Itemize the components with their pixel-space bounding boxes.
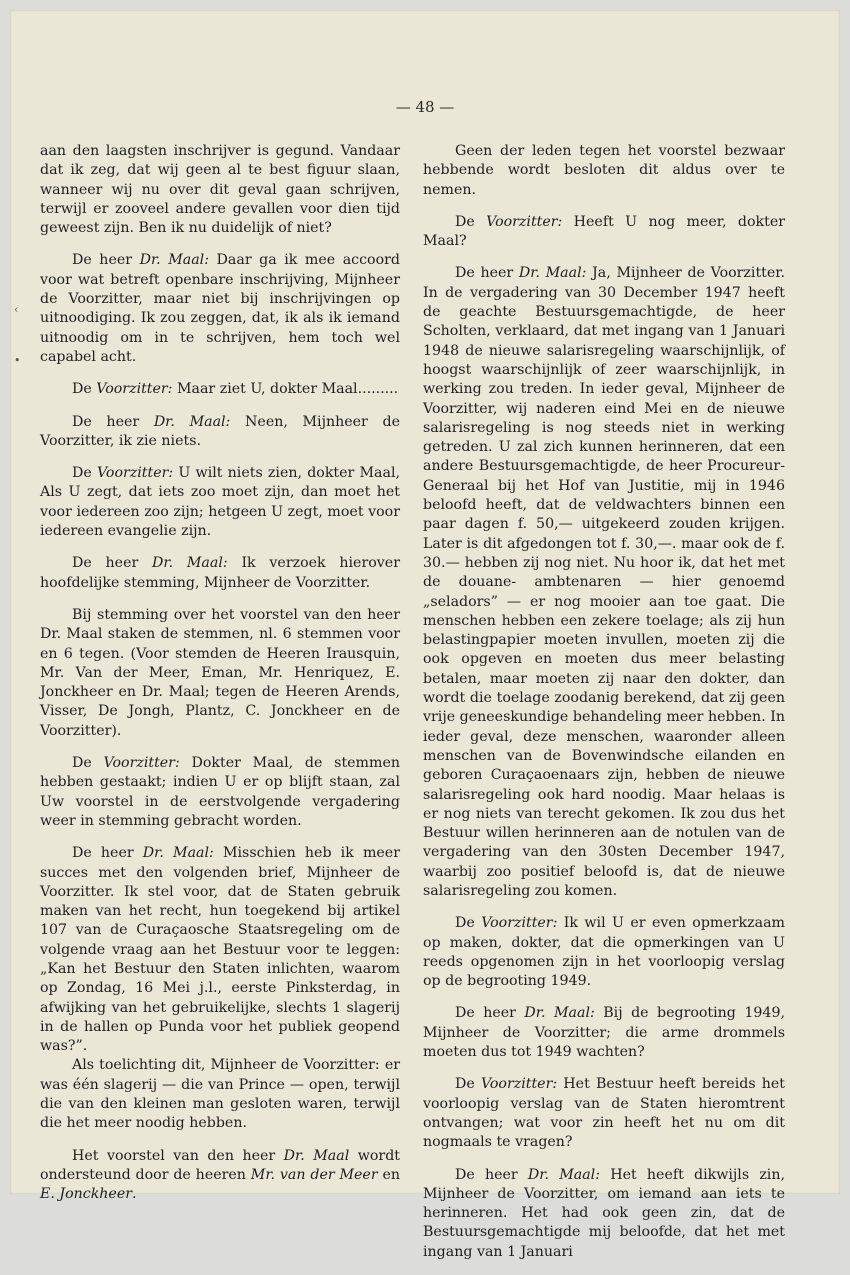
speaker-name: Voorzitter: bbox=[96, 465, 174, 482]
paragraph: De Voorzitter: Dokter Maal, de stemmen hebben gestaakt; indien U er op blijft staan, zal Uw voorstel in de eerstvolgende vergadering weer in stemming gebracht worden. bbox=[40, 755, 400, 829]
paragraph: Als toelichting dit, Mijnheer de Voorzitter: er was één slagerij — die van Prince — open, terwijl die van den kleinen man gesloten waren, terwijl die het meer noodig hebben. bbox=[40, 1057, 400, 1132]
paragraph: De Voorzitter: Ik wil U er even opmerkzaam op maken, dokter, dat die opmerkingen van U reeds opgenomen zijn in het voorloopig verslag op de begrooting 1949. bbox=[423, 915, 786, 990]
speaker-name: Dr. Maal: bbox=[142, 845, 214, 862]
paragraph: De heer Dr. Maal: Neen, Mijnheer de Voorzitter, ik zie niets. bbox=[40, 413, 400, 449]
speaker-name: Voorzitter: bbox=[486, 213, 563, 230]
paragraph: De Voorzitter: Maar ziet U, dokter Maal......... bbox=[72, 381, 399, 398]
speaker-name: Voorzitter: bbox=[103, 755, 180, 772]
margin-mark: ‹ bbox=[14, 303, 19, 316]
speaker-name: Dr. Maal: bbox=[139, 252, 209, 269]
paragraph: aan den laagsten inschrijver is gegund. Vandaar dat ik zeg, dat wij geen al te best figuur slaan, wanneer wij nu over dit geval gaan schrijven, terwijl er zooveel andere gevallen voor dien tijd geweest zijn. Ben ik nu duidelijk of niet? bbox=[40, 143, 400, 237]
member-name: Mr. van der Meer bbox=[250, 1166, 378, 1183]
left-column bbox=[40, 142, 400, 1218]
speaker-name: Dr. Maal: bbox=[527, 1166, 601, 1183]
paragraph: De heer Dr. Maal: Daar ga ik mee accoord voor wat betreft openbare inschrijving, Mijnheer de Voorzitter, maar niet bij inschrijvingen op uitnoodiging. Ik zou zeggen, dat, ik als ik iemand uitnoodig om in te schrijven, hem toch wel capabel acht. bbox=[40, 252, 400, 365]
paragraph: De heer Dr. Maal: Het heeft dikwijls zin, Mijnheer de Voorzitter, om iemand aan iets te herinneren. Het had ook geen zin, dat de Bestuursgemachtigde mij beloofde, dat het met ingang van 1 Januari bbox=[423, 1166, 785, 1260]
speaker-name: Dr. Maal: bbox=[153, 413, 231, 430]
paragraph: De heer Dr. Maal: Bij de begrooting 1949, Mijnheer de Voorzitter; die arme drommels moeten dus tot 1949 wachten? bbox=[423, 1005, 785, 1061]
margin-mark: • bbox=[14, 354, 21, 367]
speaker-name: Dr. Maal: bbox=[152, 555, 228, 572]
paragraph: De heer Dr. Maal: Ja, Mijnheer de Voorzitter. In de vergadering van 30 December 1947 heeft de geachte Bestuursgemachtigde, de heer Scholten, verklaard, dat met ingang van 1 Januari 1948 de nieuwe salarisregeling waarschijnlijk, of hoogst waarschijnlijk of zeer waarschijnlijk, in werking zou treden. In ieder geval, Mijnheer de Voorzitter, wij naderen eind Mei en de nieuwe salarisregeling is nog steeds niet in werking getreden. U zal zich kunnen herinneren, dat een andere Bestuursgemachtigde, de heer Procureur-Generaal bij het Hof van Justitie, mij in 1946 beloofd heeft, dat de veldwachters binnen een paar dagen f. 50,— uitgekeerd zouden krijgen. Later is dit afgedongen tot f. 30,—. maar ook de f. 30.— hebben zij nog niet. Nu hoor ik, dat het met de douane- ambtenaren — hier genoemd „seladors” — er nog mooier aan toe gaat. Die menschen hebben een zekere toelage; als zij hun belastingpapier moeten invullen, moeten zij die ook opgeven en moeten dus meer belasting betalen, maar moeten zij naar den dokter, dan wordt die toelage zoodanig berekend, dat zij geen vrije geneeskundige behandeling meer hebben. In ieder geval, deze menschen, waaronder alleen menschen van de Bovenwindsche eilanden en geboren Curaçaoenaars zijn, hebben de nieuwe salarisregeling ook hard noodig. Maar helaas is er nog niets van terecht gekomen. Ik zou dus het Bestuur willen herinneren aan de notulen van de vergadering van den 30sten December 1947, waarbij zoo positief beloofd is, dat de nieuwe salarisregeling zou komen. bbox=[423, 265, 785, 899]
document-page bbox=[10, 10, 840, 1260]
paragraph: De Voorzitter: U wilt niets zien, dokter Maal, Als U zegt, dat iets zoo moet zijn, dan moet het voor iedereen zoo zijn; hetgeen U zegt, moet voor iedereen evangelie zijn. bbox=[40, 465, 400, 540]
page-number: — 48 — bbox=[395, 98, 455, 116]
paragraph: Het voorstel van den heer Dr. Maal wordt ondersteund door de heeren Mr. van der Meer en E. Jonckheer. bbox=[40, 1147, 401, 1203]
paragraph: De Voorzitter: Heeft U nog meer, dokter Maal? bbox=[423, 213, 785, 250]
speaker-name: Voorzitter: bbox=[480, 1076, 558, 1093]
paragraph: De heer Dr. Maal: Misschien heb ik meer succes met den volgenden brief, Mijnheer de Voorzitter. Ik stel voor, dat de Staten gebruik maken van het recht, hun toegekend bij artikel 107 van de Curaçaosche Staatsregeling om de volgende vraag aan het Bestuur voor te leggen: „Kan het Bestuur den Staten inlichten, waarom op Zondag, 16 Mei j.l., eerste Pinksterdag, in afwijking van het gebruikelijke, slechts 1 slagerij in de hallen op Punda voor het publiek geopend was?”. bbox=[40, 845, 400, 1055]
speaker-name: Dr. Maal: bbox=[524, 1005, 595, 1022]
speaker-name: Dr. Maal: bbox=[518, 265, 587, 282]
right-column bbox=[423, 142, 785, 1275]
paragraph: Geen der leden tegen het voorstel bezwaar hebbende wordt besloten dit aldus over te nemen. bbox=[423, 143, 785, 198]
member-name: E. Jonckheer bbox=[40, 1186, 132, 1203]
paragraph: De Voorzitter: Het Bestuur heeft bereids het voorloopig verslag van de Staten hieromtrent ontvangen; wat voor zin heeft het nu om dit nogmaals te vragen? bbox=[423, 1076, 786, 1151]
speaker-name: Voorzitter: bbox=[96, 381, 173, 398]
paragraph: Bij stemming over het voorstel van den heer Dr. Maal staken de stemmen, nl. 6 stemmen voor en 6 tegen. (Voor stemden de Heeren Irausquin, Mr. Van der Meer, Eman, Mr. Henriquez, E. Jonckheer en Dr. Maal; tegen de Heeren Arends, Visser, De Jongh, Plantz, C. Jonckheer en de Voorzitter). bbox=[40, 606, 400, 739]
speaker-name: Voorzitter: bbox=[481, 915, 558, 932]
speaker-name: Dr. Maal bbox=[283, 1147, 350, 1164]
paragraph: De heer Dr. Maal: Ik verzoek hierover hoofdelijke stemming, Mijnheer de Voorzitter. bbox=[40, 555, 400, 591]
